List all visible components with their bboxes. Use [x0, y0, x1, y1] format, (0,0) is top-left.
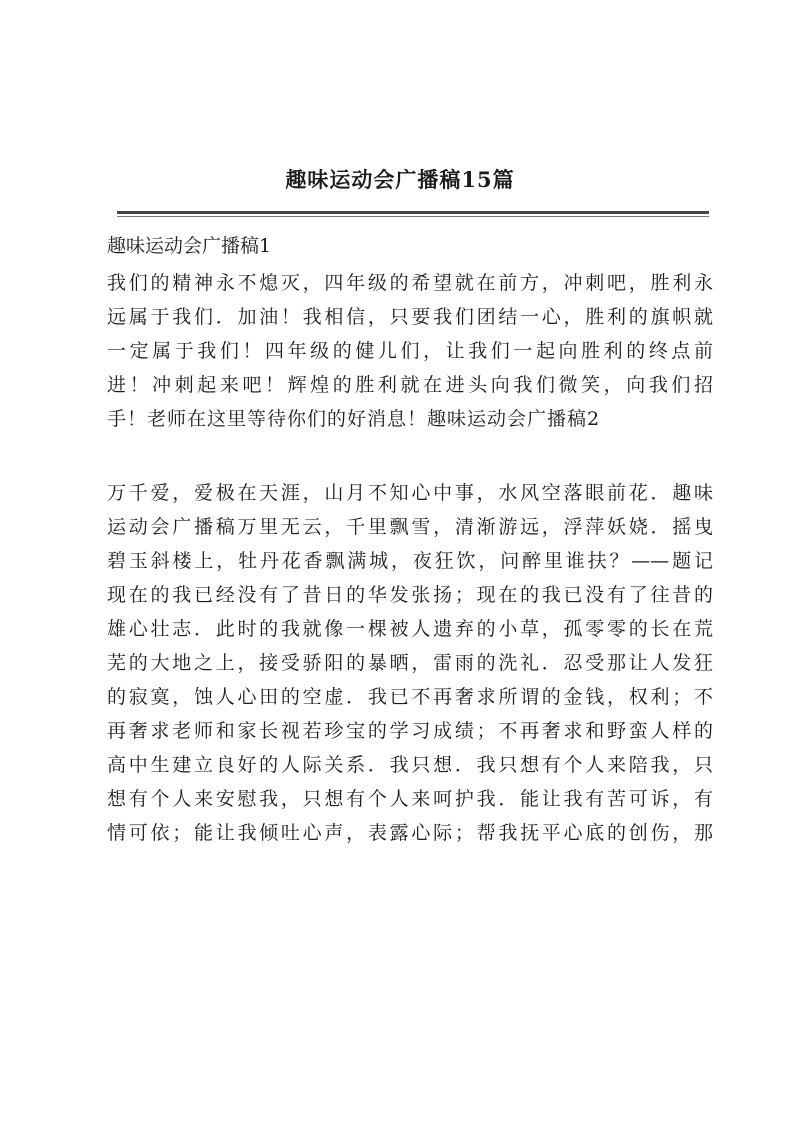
- paragraph-line: 万千爱，爱极在天涯，山月不知心中事，水风空落眼前花．趣味: [107, 482, 713, 504]
- paragraph-line: 现在的我已经没有了昔日的华发张扬；现在的我已没有了往昔的: [107, 584, 713, 606]
- paragraph-line: 一定属于我们！四年级的健儿们，让我们一起向胜利的终点前: [107, 340, 713, 362]
- page-title: 趣味运动会广播稿15篇: [285, 167, 515, 192]
- paragraph-line: 进！冲刺起来吧！辉煌的胜利就在进头向我们微笑，向我们招: [107, 374, 713, 396]
- paragraph-line: 远属于我们．加油！我相信，只要我们团结一心，胜利的旗帜就: [107, 306, 713, 328]
- paragraph-line: 想有个人来安慰我，只想有个人来呵护我．能让我有苦可诉，有: [107, 788, 713, 810]
- paragraph-line: 情可依；能让我倾吐心声，表露心际；帮我抚平心底的创伤，那: [107, 822, 713, 844]
- paragraph-line: 芜的大地之上，接受骄阳的暴晒，雷雨的洗礼．忍受那让人发狂: [107, 652, 713, 674]
- paragraph-line: 雄心壮志．此时的我就像一棵被人遗弃的小草，孤零零的长在荒: [107, 618, 713, 640]
- paragraph-line: 碧玉斜楼上，牡丹花香飘满城，夜狂饮，问醉里谁扶？——题记: [107, 550, 713, 572]
- title-divider-thin: [117, 216, 709, 217]
- paragraph-1: [107, 266, 713, 436]
- paragraph-line: 运动会广播稿万里无云，千里飘雪，清渐游远，浮萍妖娆．摇曳: [107, 516, 713, 538]
- document-body: [107, 230, 713, 850]
- paragraph-line: 再奢求老师和家长视若珍宝的学习成绩；不再奢求和野蛮人样的: [107, 720, 713, 742]
- paragraph-line: 手！老师在这里等待你们的好消息！趣味运动会广播稿2: [107, 408, 601, 430]
- title-divider-thick: [117, 211, 709, 214]
- paragraph-2: [107, 476, 713, 850]
- paragraph-line: 的寂寞，蚀人心田的空虚．我已不再奢求所谓的金钱，权利；不: [107, 686, 713, 708]
- paragraph-line: 我们的精神永不熄灭，四年级的希望就在前方，冲刺吧，胜利永: [107, 272, 713, 294]
- section-heading: 趣味运动会广播稿1: [107, 235, 272, 257]
- paragraph-line: 高中生建立良好的人际关系．我只想．我只想有个人来陪我，只: [107, 754, 713, 776]
